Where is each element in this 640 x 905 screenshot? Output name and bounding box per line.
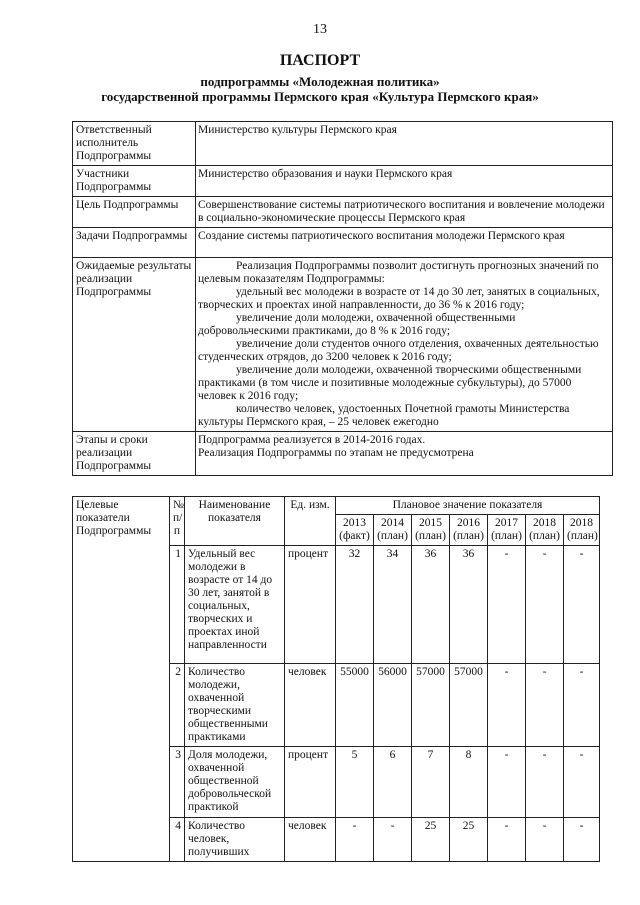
passport-value: Министерство культуры Пермского края — [196, 122, 613, 166]
indicator-value: - — [526, 818, 564, 862]
results-item: количество человек, удостоенных Почетной грамоты Министерства культуры Пермского края, – 25 человек ежегодно — [198, 403, 570, 428]
indicator-value: - — [526, 664, 564, 747]
passport-table — [72, 121, 613, 476]
year-header: 2018 (план) — [526, 515, 564, 546]
indicator-name: Удельный вес молодежи в возрасте от 14 до 30 лет, занятой в социальных, творческих и проектах иной направленности — [185, 546, 285, 664]
passport-label: Участники Подпрограммы — [73, 166, 196, 197]
indicator-value: - — [564, 747, 600, 818]
results-item: увеличение доли молодежи, охваченной общественными добровольческими практиками, до 8 % к 2016 году; — [198, 312, 516, 337]
indicator-value: - — [526, 546, 564, 664]
passport-label: Цель Подпрограммы — [73, 197, 196, 228]
indicator-value: - — [526, 747, 564, 818]
header-plan: Плановое значение показателя — [336, 497, 600, 515]
passport-value: Министерство образования и науки Пермского края — [196, 166, 613, 197]
results-item: удельный вес молодежи в возрасте от 14 до 30 лет, занятых в социальных, творческих и проектах иной направленности, до 36 % к 2016 году; — [198, 286, 600, 311]
indicator-value: 25 — [450, 818, 488, 862]
passport-value-results — [196, 258, 613, 432]
passport-value: Создание системы патриотического воспитания молодежи Пермского края — [196, 228, 613, 258]
indicator-value: - — [374, 818, 412, 862]
results-item: увеличение доли молодежи, охваченной творческими общественными практиками (в том числе и позитивные молодежные субкультуры), до 57000 человек к 2016 году; — [198, 364, 582, 402]
year-header: 2016 (план) — [450, 515, 488, 546]
stages-line: Реализация Подпрограммы по этапам не предусмотрена — [198, 447, 474, 459]
results-item: увеличение доли студентов очного отделения, охваченных деятельностью студенческих отрядов, до 3200 человек к 2016 году; — [198, 338, 599, 363]
indicator-unit: человек — [285, 664, 336, 747]
header-name: Наименование показателя — [185, 497, 285, 546]
year-header: 2017 (план) — [488, 515, 526, 546]
subtitle-line-2: государственной программы Пермского края «Культура Пермского края» — [101, 89, 539, 104]
passport-row — [73, 166, 613, 197]
indicator-name: Количество человек, получивших — [185, 818, 285, 862]
indicator-value: - — [488, 818, 526, 862]
stages-line: Подпрограмма реализуется в 2014-2016 годах. — [198, 434, 426, 446]
indicator-name: Доля молодежи, охваченной общественной добровольческой практикой — [185, 747, 285, 818]
indicator-unit: процент — [285, 546, 336, 664]
indicator-value: - — [564, 546, 600, 664]
indicator-value: 5 — [336, 747, 374, 818]
indicator-value: - — [488, 747, 526, 818]
subtitle-line-1: подпрограммы «Молодежная политика» — [200, 74, 440, 89]
indicator-value: 25 — [412, 818, 450, 862]
document-subtitle — [0, 74, 640, 104]
indicator-name: Количество молодежи, охваченной творческими общественными практиками — [185, 664, 285, 747]
passport-label: Ответственный исполнитель Подпрограммы — [73, 122, 196, 166]
indicator-value: 8 — [450, 747, 488, 818]
indicator-value: 55000 — [336, 664, 374, 747]
row-number: 3 — [170, 747, 185, 818]
year-header: 2018 (план) — [564, 515, 600, 546]
indicator-value: - — [488, 664, 526, 747]
indicator-value: 56000 — [374, 664, 412, 747]
indicator-value: 57000 — [450, 664, 488, 747]
row-number: 1 — [170, 546, 185, 664]
page-number: 13 — [313, 22, 327, 37]
indicator-value: - — [336, 818, 374, 862]
indicator-value: 36 — [412, 546, 450, 664]
header-unit: Ед. изм. — [285, 497, 336, 546]
passport-label: Ожидаемые результаты реализации Подпрограммы — [73, 258, 196, 432]
indicator-value: 36 — [450, 546, 488, 664]
year-header: 2015 (план) — [412, 515, 450, 546]
row-number: 4 — [170, 818, 185, 862]
passport-label: Задачи Подпрограммы — [73, 228, 196, 258]
indicator-value: 7 — [412, 747, 450, 818]
year-header: 2014 (план) — [374, 515, 412, 546]
indicator-value: 57000 — [412, 664, 450, 747]
passport-value: Совершенствование системы патриотического воспитания и вовлечение молодежи в социально-экономические процессы Пермского края — [196, 197, 613, 228]
indicator-value: - — [564, 664, 600, 747]
indicator-value: 6 — [374, 747, 412, 818]
row-number: 2 — [170, 664, 185, 747]
indicator-unit: процент — [285, 747, 336, 818]
indicator-value: - — [564, 818, 600, 862]
indicators-header-row — [73, 497, 600, 515]
passport-row — [73, 122, 613, 166]
passport-row-stages — [73, 432, 613, 476]
year-header: 2013 (факт) — [336, 515, 374, 546]
passport-row — [73, 228, 613, 258]
indicator-value: 32 — [336, 546, 374, 664]
document-title: ПАСПОРТ — [279, 52, 361, 69]
indicator-value: 34 — [374, 546, 412, 664]
passport-label: Этапы и сроки реализации Подпрограммы — [73, 432, 196, 476]
indicator-value: - — [488, 546, 526, 664]
indicator-unit: человек — [285, 818, 336, 862]
header-num: № п/п — [170, 497, 185, 546]
indicators-table — [72, 496, 600, 862]
passport-row-results — [73, 258, 613, 432]
results-intro: Реализация Подпрограммы позволит достигнуть прогнозных значений по целевым показателям Подпрограммы: — [198, 260, 599, 285]
passport-row — [73, 197, 613, 228]
indicators-section-label: Целевые показатели Подпрограммы — [73, 497, 170, 862]
passport-value-stages — [196, 432, 613, 476]
